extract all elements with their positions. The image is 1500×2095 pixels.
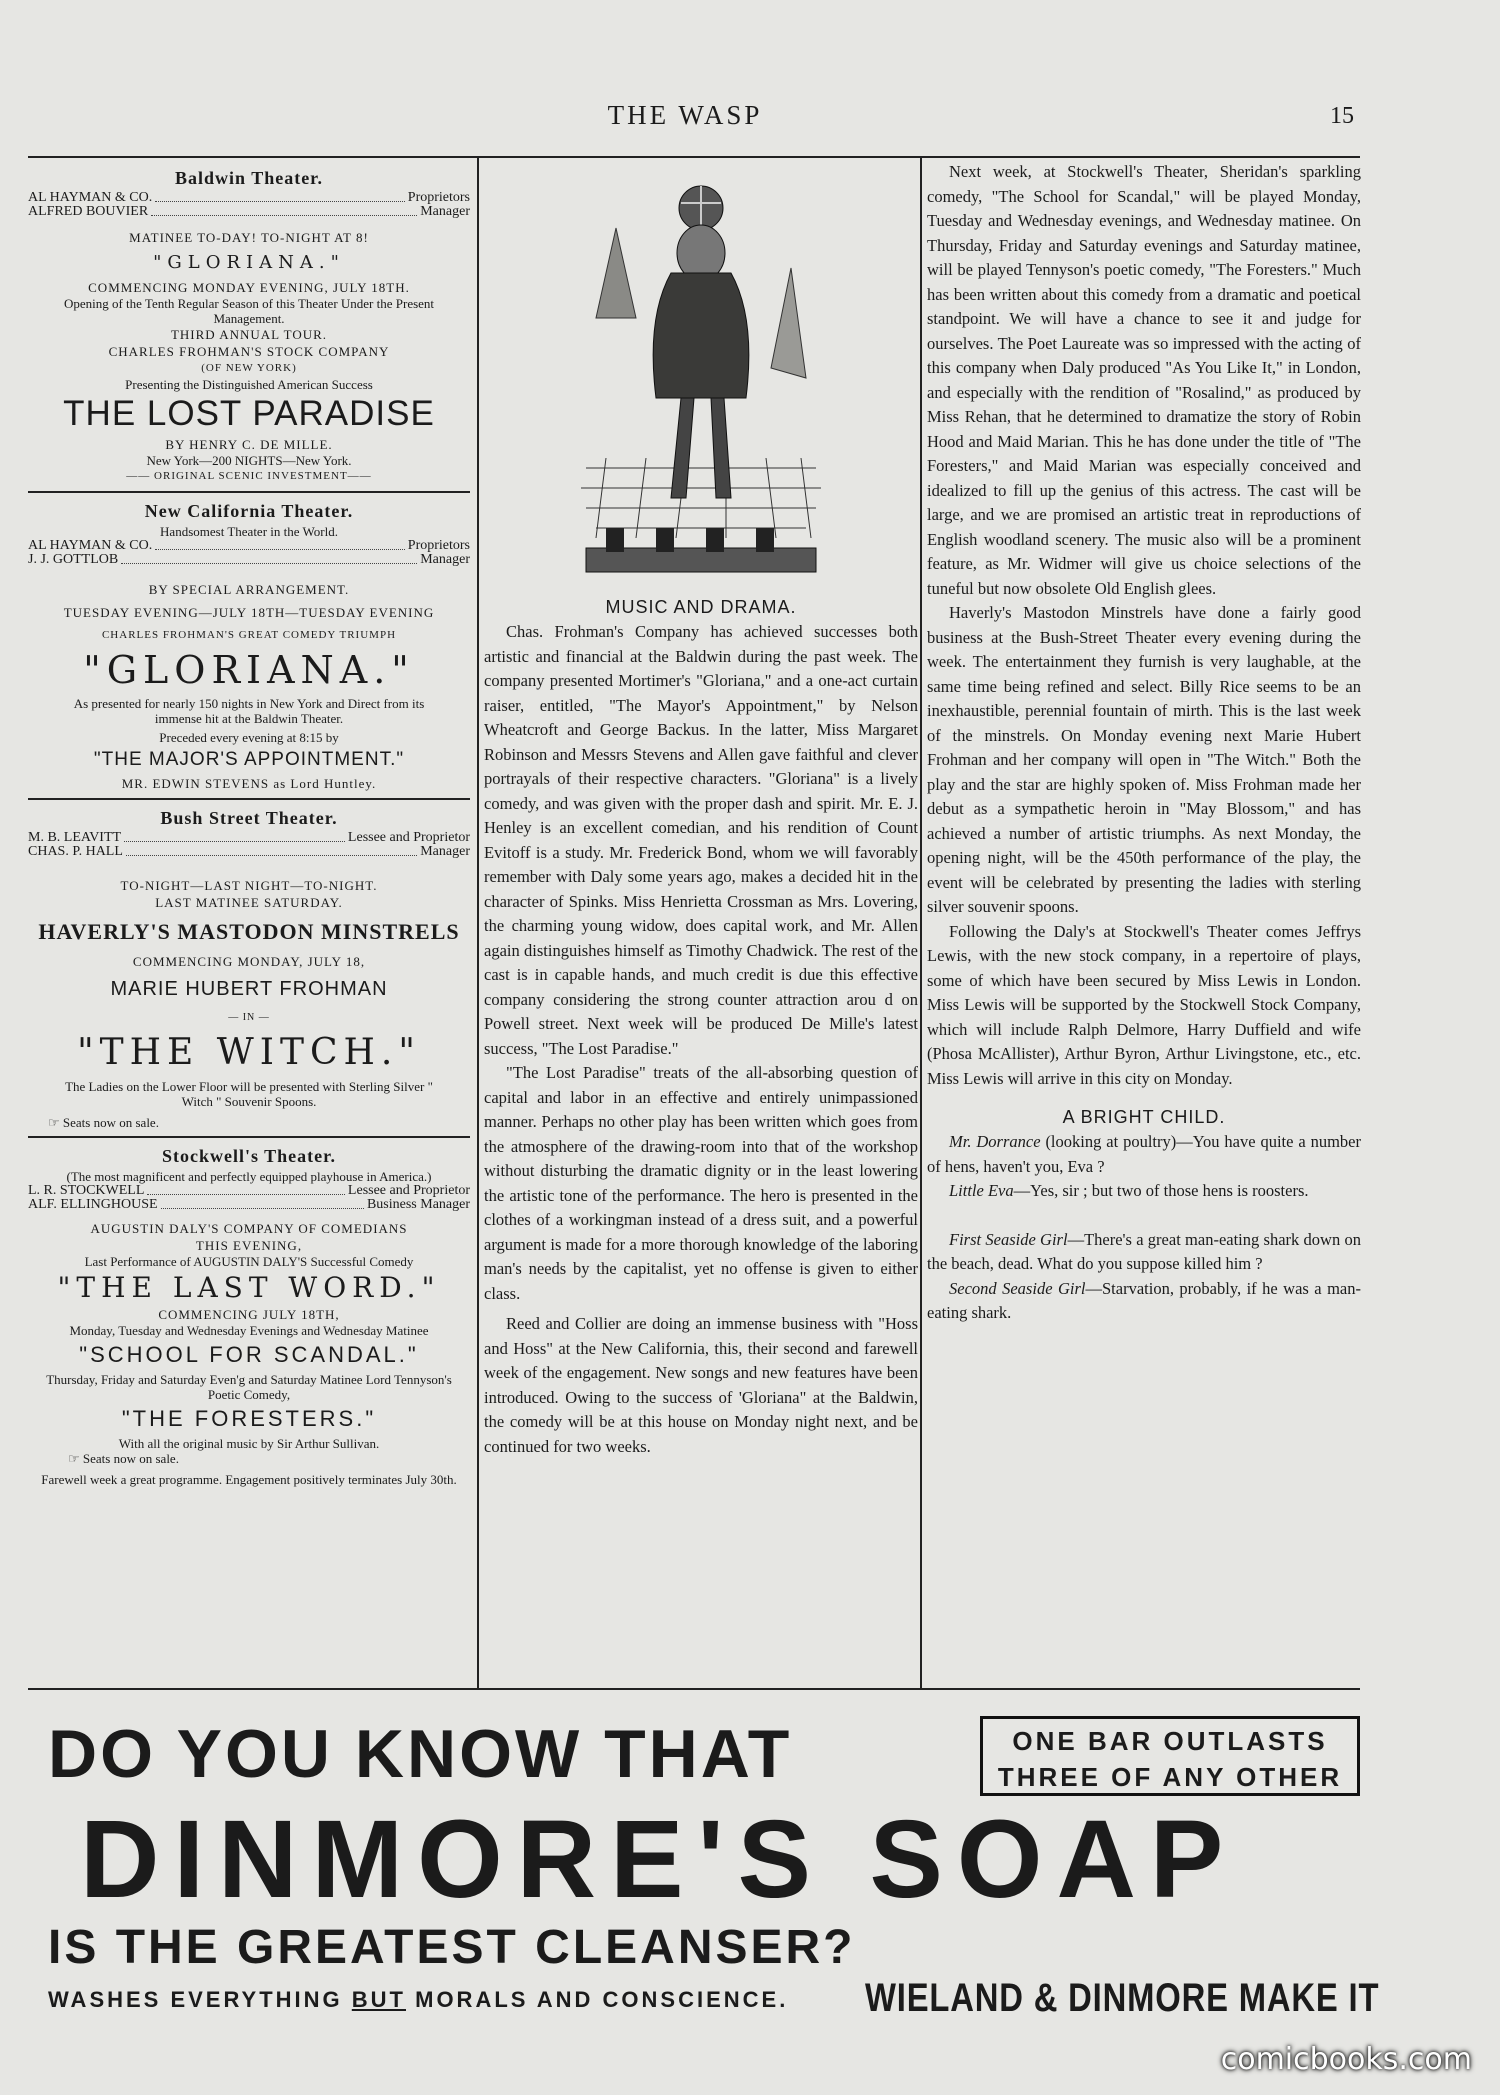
ad-divider xyxy=(28,1136,470,1138)
tour-line: THIRD ANNUAL TOUR. xyxy=(170,327,328,342)
jester-illustration xyxy=(484,168,918,593)
ad-line-3: IS THE GREATEST CLEANSER? xyxy=(48,1921,856,1974)
column-rule-right xyxy=(920,158,922,1688)
seats-line: ☞ Seats now on sale. xyxy=(68,1451,179,1466)
speech: —There's a great man-eating shark down on the beach, dead. What do you suppose killed him ? xyxy=(927,1229,1361,1273)
row-role: Lessee and Proprietor xyxy=(347,1183,470,1198)
commencing-line: COMMENCING MONDAY EVENING, JULY 18TH. xyxy=(88,280,410,295)
ad-line-2: DINMORE'S SOAP xyxy=(80,1798,1238,1921)
gloriana-title: "GLORIANA." xyxy=(83,648,415,692)
matinee-line: MATINEE TO-DAY! TO-NIGHT AT 8! xyxy=(129,230,369,245)
bush-street-theater-ad xyxy=(28,808,470,1130)
jester-figure-image xyxy=(576,168,826,588)
ad-divider xyxy=(28,798,470,800)
in-line: — IN — xyxy=(228,1012,270,1023)
evening-line: THIS EVENING, xyxy=(195,1238,303,1253)
last-matinee-line: LAST MATINEE SATURDAY. xyxy=(155,895,343,910)
triumph-line: CHARLES FROHMAN'S GREAT COMEDY TRIUMPH xyxy=(101,629,397,641)
curtain-raiser-title: "THE MAJOR'S APPOINTMENT." xyxy=(93,749,405,770)
manager-row xyxy=(28,553,470,567)
row-role: Business Manager xyxy=(366,1197,470,1212)
monday-line: Monday, Tuesday and Wednesday Evenings and Wednesday Matinee xyxy=(69,1323,429,1338)
play-title: "GLORIANA." xyxy=(153,252,345,273)
column-rule-left xyxy=(477,158,479,1688)
article-paragraph: Next week, at Stockwell's Theater, Sheridan's sparkling comedy, "The School for Scandal," will be played Monday, Tuesday and Wednesday evenings, and Wednesday matinee. On Thursday, Friday and Saturday evenings and Saturday matinee, will be played Tennyson's poetic comedy, "The Foresters." Much has been written about this comedy from a dramatic and poetical standpoint. We will have a chance to see it and judge for ourselves. The Poet Laureate was so impressed with the acting of this company when Daly produced "As You Like It," in London, and especially with the rendition of "Rosalind," as produced by Miss Rehan, that he determined to dramatize the story of Robin Hood and Maid Marian. This he has done under the title of "The Foresters," and Maid Marian was especially conceived and idealized to fill up the genius of this actress. The cast will be large, and we are promised an artistic treat in reproductions of English woodland scenery. The music also will be a prominent feature, as Mr. Widmer will give us choice selections of the tuneful but now obsolete Old English glees. xyxy=(927,162,1361,598)
box-line-1: ONE BAR OUTLASTS xyxy=(1012,1726,1328,1756)
row-name: M. B. LEAVITT xyxy=(28,830,122,845)
ad-tagline-part: WASHES EVERYTHING xyxy=(48,1987,352,2012)
row-role: Manager xyxy=(420,204,470,219)
minstrels-title: HAVERLY'S MASTODON MINSTRELS xyxy=(38,919,460,944)
preceded-line: Preceded every evening at 8:15 by xyxy=(159,730,339,745)
ad-tagline-emphasis: BUT xyxy=(351,1987,406,2012)
continued-article-column xyxy=(927,160,1361,1685)
music-and-drama-column xyxy=(484,160,918,1685)
last-word-title: "THE LAST WORD." xyxy=(57,1271,441,1304)
ad-title: Stockwell's Theater. xyxy=(161,1146,336,1166)
tuesday-line: TUESDAY EVENING—JULY 18TH—TUESDAY EVENING xyxy=(63,605,435,620)
proprietor-row xyxy=(28,191,470,205)
dialog-line xyxy=(927,1277,1361,1326)
ad-line-4 xyxy=(48,1980,788,2020)
dialog-line xyxy=(927,1179,1361,1204)
last-performance-line: Last Performance of AUGUSTIN DALY'S Successful Comedy xyxy=(84,1254,414,1269)
music-and-drama-heading: MUSIC AND DRAMA. xyxy=(605,597,797,617)
company-line: CHARLES FROHMAN'S STOCK COMPANY xyxy=(108,344,390,359)
proprietor-row xyxy=(28,1184,470,1198)
dialog-line xyxy=(927,1130,1361,1179)
witch-title: "THE WITCH." xyxy=(77,1032,421,1073)
dialog-line xyxy=(927,1228,1361,1277)
row-name: L. R. STOCKWELL xyxy=(28,1183,145,1198)
nights-line: New York—200 NIGHTS—New York. xyxy=(146,453,352,468)
article-paragraph: Haverly's Mastodon Minstrels have done a fairly good business at the Bush-Street Theater every evening during the week. The entertainment they furnish is very laughable, at the same time being refined and select. Billy Rice seems to be an inexhaustible, perennial fountain of mirth. This is the last week of the minstrels. On Monday evening next Marie Hubert Frohman and her company will open in "The Witch." Both the play and the star are highly spoken of. Miss Frohman made her debut as a sympathetic heroin in "May Blossom," and has achieved a number of artistic triumphs. As next Monday, the opening night, will be the 450th performance of the play, the event will be celebrated by presenting the ladies with sterling silver souvenir spoons. xyxy=(927,603,1361,916)
school-for-scandal-title: "SCHOOL FOR SCANDAL." xyxy=(79,1342,419,1367)
manager-row xyxy=(28,205,470,219)
commencing-line: COMMENCING MONDAY, JULY 18, xyxy=(132,954,366,969)
row-name: AL HAYMAN & CO. xyxy=(28,190,153,205)
row-role: Manager xyxy=(420,844,470,859)
arrangement-line: BY SPECIAL ARRANGEMENT. xyxy=(148,582,350,597)
speaker-name: Little Eva xyxy=(949,1181,1014,1200)
ad-subtitle: Handsomest Theater in the World. xyxy=(160,524,338,539)
dinmore-soap-ad xyxy=(40,1690,1380,2030)
proprietor-row xyxy=(28,831,470,845)
tonight-line: TO-NIGHT—LAST NIGHT—TO-NIGHT. xyxy=(120,878,378,893)
article-paragraph: Following the Daly's at Stockwell's Theater comes Jeffrys Lewis, with the new stock company, in a repertoire of plays, some of which have been secured by Miss Lewis in London. Miss Lewis will be supported by the Stockwell Stock Company, which will include Ralph Delmore, Harry Duffield and wife (Phosa McAllister), Arthur Byron, Arthur Livingstone, etc., etc. Miss Lewis will arrive in this city on Monday. xyxy=(927,921,1361,1088)
manager-row xyxy=(28,1198,470,1212)
ad-line-1: DO YOU KNOW THAT xyxy=(48,1716,793,1792)
row-role: Lessee and Proprietor xyxy=(347,830,470,845)
ad-divider xyxy=(28,491,470,493)
row-name: ALF. ELLINGHOUSE xyxy=(28,1197,158,1212)
speaker-name: First Seaside Girl xyxy=(949,1229,1068,1249)
speaker-name: Second Seaside Girl xyxy=(949,1278,1086,1298)
ad-maker-line: WIELAND & DINMORE MAKE IT xyxy=(865,1976,1380,2020)
of-new-york-line: (OF NEW YORK) xyxy=(201,362,297,374)
foresters-title: "THE FORESTERS." xyxy=(121,1406,377,1431)
watermark-logo: comicbooks.com xyxy=(1220,2042,1472,2077)
presenting-line: Presenting the Distinguished American Success xyxy=(125,377,373,392)
row-role: Manager xyxy=(420,552,470,567)
speech: (looking at poultry)—You have quite a number of hens, haven't you, Eva ? xyxy=(927,1132,1361,1176)
bright-child-heading: A BRIGHT CHILD. xyxy=(1062,1107,1226,1127)
speaker-name: Mr. Dorrance xyxy=(949,1132,1041,1151)
presented-line: As presented for nearly 150 nights in New York and Direct from its immense hit at the Baldwin Theater. xyxy=(73,696,425,726)
thursday-line: Thursday, Friday and Saturday Even'g and Saturday Matinee Lord Tennyson's Poetic Comedy, xyxy=(46,1372,452,1402)
lost-paradise-title: THE LOST PARADISE xyxy=(63,394,435,433)
row-name: J. J. GOTTLOB xyxy=(28,552,119,567)
box-line-2: THREE OF ANY OTHER xyxy=(997,1762,1343,1792)
speech: —Yes, sir ; but two of those hens is roosters. xyxy=(1013,1181,1309,1200)
proprietor-row xyxy=(28,539,470,553)
author-line: BY HENRY C. DE MILLE. xyxy=(165,437,333,452)
opening-line: Opening of the Tenth Regular Season of this Theater Under the Present Management. xyxy=(63,296,435,326)
ladies-line: The Ladies on the Lower Floor will be presented with Sterling Silver " Witch " Souvenir Spoons. xyxy=(65,1079,433,1109)
theater-listings-column xyxy=(28,160,470,1685)
baldwin-theater-ad xyxy=(28,168,470,485)
page-number: 15 xyxy=(1330,103,1354,129)
row-name: CHAS. P. HALL xyxy=(28,844,123,859)
ad-title: Baldwin Theater. xyxy=(174,168,324,188)
manager-row xyxy=(28,845,470,859)
farewell-line: Farewell week a great programme. Engagement positively terminates July 30th. xyxy=(41,1472,457,1487)
row-name: AL HAYMAN & CO. xyxy=(28,538,153,553)
commencing-line: COMMENCING JULY 18TH, xyxy=(158,1307,340,1322)
article-paragraph: "The Lost Paradise" treats of the all-absorbing question of capital and labor in an effective and entirely unimpassioned manner. Perhaps no other play has been written which goes from the atmosphere of the drawing-room into that of the workshop without disturbing the dramatic dignity or in the least lowering the artistic tone of the performance. The hero is presented in the clothes of a workingman instead of a dress suit, and a powerful argument is made for a more thorough knowledge of the laboring man's needs by the capitalist, yet no offense is given to either class. xyxy=(484,1063,918,1303)
seats-line: ☞ Seats now on sale. xyxy=(48,1115,159,1130)
ad-tagline-part: MORALS AND CONSCIENCE. xyxy=(406,1987,789,2012)
star-name: MARIE HUBERT FROHMAN xyxy=(110,978,388,1000)
scenic-line: —— ORIGINAL SCENIC INVESTMENT—— xyxy=(126,470,372,482)
row-role: Proprietors xyxy=(407,190,470,205)
company-line: AUGUSTIN DALY'S COMPANY OF COMEDIANS xyxy=(90,1221,408,1236)
article-paragraph: Chas. Frohman's Company has achieved successes both artistic and financial at the Baldwin during the past week. The company presented Mortimer's "Gloriana," and a one-act curtain raiser, entitled, "The Mayor's Appointment," by Nelson Wheatcroft and George Backus. In the latter, Miss Margaret Robinson and Messrs Stevens and Allen gave faithful and clever portrayals of their respective characters. "Gloriana" is a lively comedy, and was given with the proper dash and spirit. Mr. E. J. Henley is an excellent comedian, and his rendition of Count Evitoff is a study. Mr. Frederick Bond, whom we will favorably remember with Daly some years ago, makes a decided hit in the character of Spinks. Miss Henrietta Crossman as Mrs. Lovering, the charming young widow, does capital work, and Mr. Allen again distinguishes himself as Timothy Chadwick. The rest of the cast is in capable hands, and much credit is due this effective company considering the strong counter attraction arou d on Powell street. Next week will be produced De Mille's latest success, "The Lost Paradise." xyxy=(484,622,918,1058)
speech: —Starvation, probably, if he was a man-eating shark. xyxy=(927,1278,1361,1322)
stockwell-theater-ad xyxy=(28,1146,470,1487)
row-role: Proprietors xyxy=(407,538,470,553)
ad-title: New California Theater. xyxy=(144,501,354,521)
article-paragraph: Reed and Collier are doing an immense business with "Hoss and Hoss" at the New California, this, their second and farewell week of the engagement. New songs and new features have been introduced. Owing to the success of 'Gloriana" at the Baldwin, the comedy will be at this house on Monday night next, and be continued for two weeks. xyxy=(484,1314,918,1456)
masthead-title: THE WASP xyxy=(607,100,763,130)
new-california-theater-ad xyxy=(28,501,470,792)
music-line: With all the original music by Sir Arthur Sullivan. xyxy=(118,1436,380,1451)
ad-subtitle: (The most magnificent and perfectly equipped playhouse in America.) xyxy=(66,1169,432,1184)
outlasts-box xyxy=(980,1716,1360,1796)
stevens-line: MR. EDWIN STEVENS as Lord Huntley. xyxy=(121,776,377,791)
row-name: ALFRED BOUVIER xyxy=(28,204,149,219)
top-rule xyxy=(28,156,1360,158)
ad-title: Bush Street Theater. xyxy=(160,808,338,828)
